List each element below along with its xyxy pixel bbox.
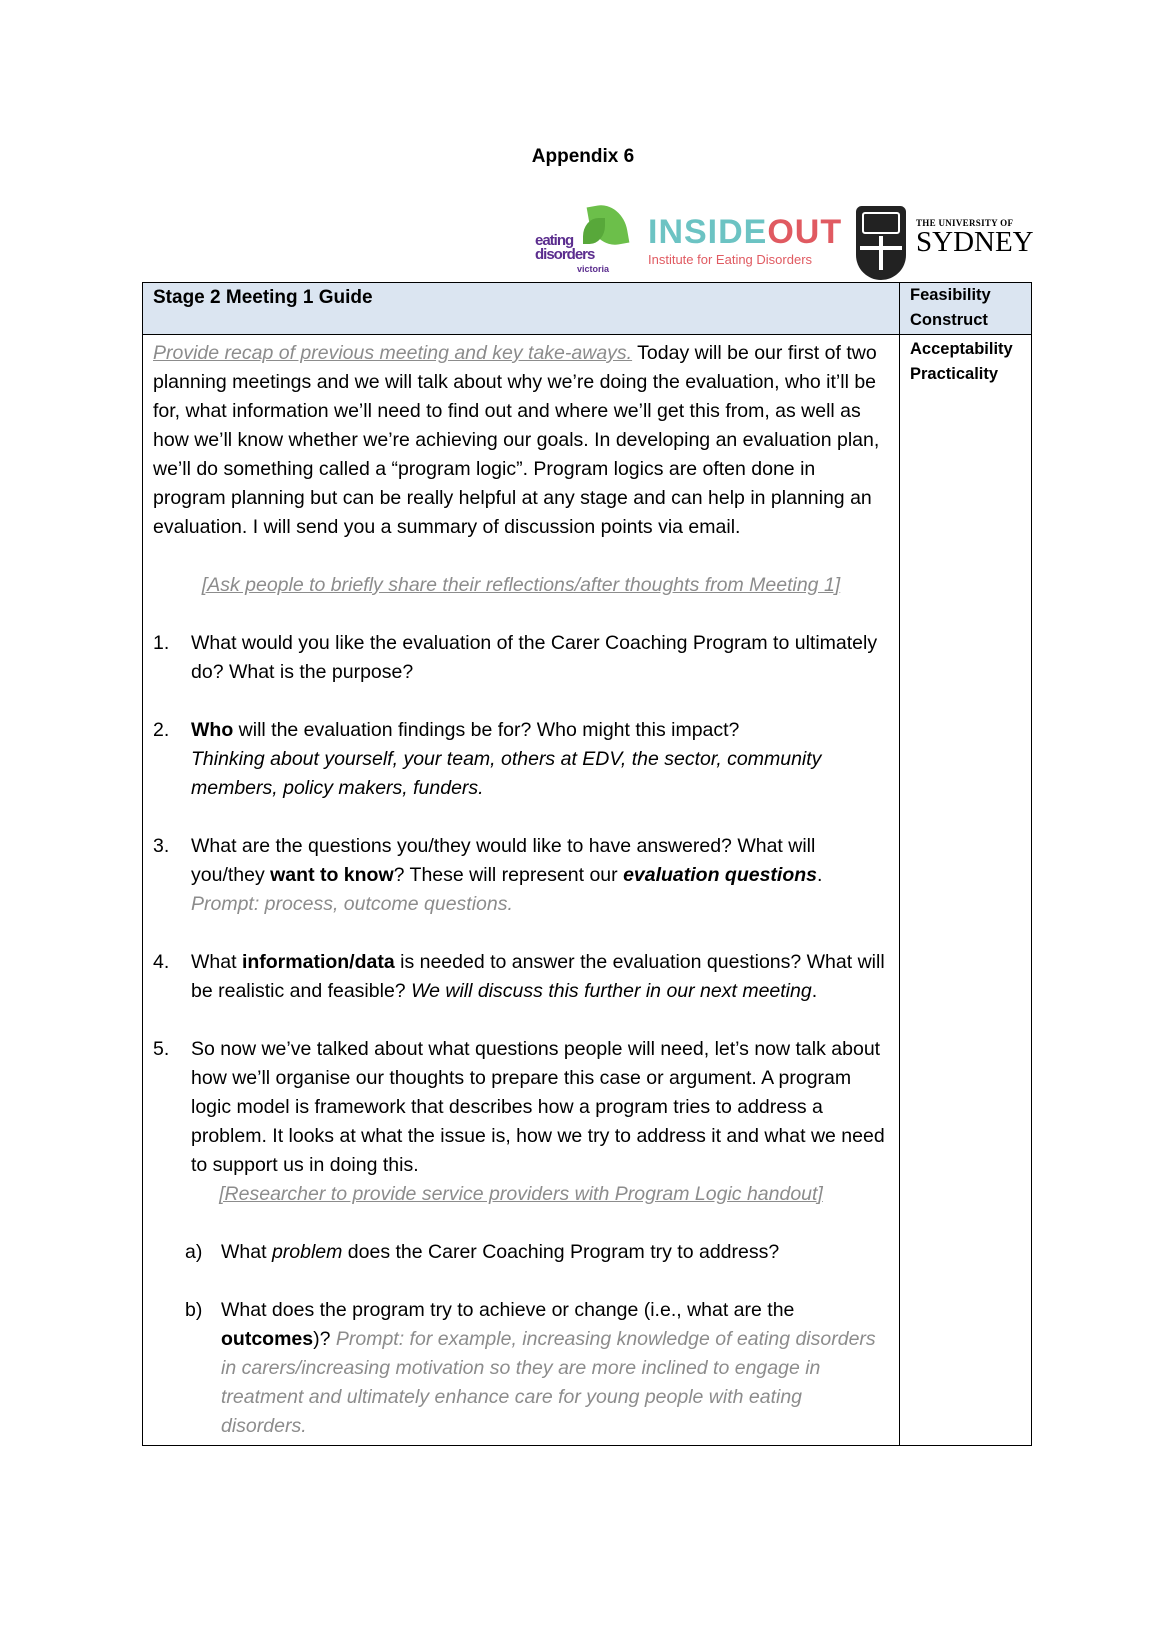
sub-question-b [153,1296,889,1441]
header-right-line1: Feasibility [910,286,991,304]
question-text: What would you like the evaluation of the Carer Coaching Program to ultimately do? What is the purpose? [191,632,878,683]
university-of-sydney-logo [916,218,1036,256]
guide-content [143,335,900,1446]
question-bold: information/data [241,951,395,973]
insideout-logo [648,214,848,274]
sub-question-text: What [221,1241,272,1263]
partner-logos [535,200,1035,280]
insideout-subtitle-highlight: Institute [648,252,694,267]
question-2 [153,716,889,803]
question-prompt: Prompt: process, outcome questions. [191,893,513,915]
question-5 [153,1035,889,1180]
question-text: So now we’ve talked about what questions people will need, let’s now talk about how we’ll organise our thoughts to prepare this case or argument. A program logic model is framework that describes how a program tries to address a problem. It looks at what the issue is, how we try to address it and what we need to support us in doing this. [191,1038,885,1176]
handout-instruction: [Researcher to provide service providers with Program Logic handout] [219,1183,823,1205]
table-header-row [143,283,1032,335]
question-text: ? These will represent our [393,864,624,886]
usyd-small: THE UNIVERSITY OF [916,218,1014,228]
eating-disorders-victoria-logo [535,204,625,280]
feasibility-construct-header [900,283,1032,335]
intro-paragraph [153,339,889,542]
question-1 [153,629,889,687]
construct-acceptability: Acceptability [910,340,1013,358]
meeting-guide-table [142,282,1032,1446]
appendix-title: Appendix 6 [531,146,635,167]
question-bold: Who [191,719,234,741]
question-number: 3. [153,835,170,857]
guide-title: Stage 2 Meeting 1 Guide [143,283,900,335]
edv-logo-line1: eating [535,232,574,249]
table-body-row [143,335,1032,1446]
ask-prompt: [Ask people to briefly share their reflections/after thoughts from Meeting 1] [201,574,841,596]
sub-question-text: does the Carer Coaching Program try to address? [342,1241,780,1263]
question-4 [153,948,889,1006]
sub-question-prompt: Prompt: for example, increasing knowledge of eating disorders in carers/increasing motivation so they are more inclined to engage in treatment and ultimately enhance care for young people with eating disorders. [221,1328,876,1437]
sub-question-text: What does the program try to achieve or change (i.e., what are the [221,1299,795,1321]
question-bold: want to know [270,864,394,886]
insideout-inside: INSIDE [648,213,768,251]
question-text: . [817,864,823,886]
edv-logo-line2: disorders [535,246,595,263]
intro-text: Today will be our first of two planning meetings and we will talk about why we’re doing the evaluation, who it’ll be for, what information we’ll need to find out and where we’ll get this from, as well as how we’ll know whether we’re achieving our goals. In developing an evaluation plan, we’ll do something called a “program logic”. Program logics are often done in program planning but can be really helpful at any stage and can help in planning an evaluation. I will send you a summary of discussion points via email. [153,342,880,538]
sub-question-bold: outcomes [221,1328,314,1350]
question-note: Thinking about yourself, your team, others at EDV, the sector, community members, policy makers, funders. [191,748,822,799]
sub-question-label: a) [185,1241,203,1263]
university-crest-icon [856,206,906,280]
sub-question-italic: problem [271,1241,343,1263]
question-number: 4. [153,951,170,973]
insideout-subtitle: for Eating Disorders [693,252,813,267]
question-italic: We will discuss this further in our next meeting [411,980,812,1002]
question-number: 1. [153,632,170,654]
sub-question-a [153,1238,889,1267]
sub-question-label: b) [185,1299,203,1321]
recap-instruction: Provide recap of previous meeting and key take-aways. [153,342,633,364]
question-text: What [191,951,242,973]
question-text: What are the questions you/they would like to have answered? What will you/they [191,835,816,886]
question-text: . [811,980,818,1002]
insideout-out: OUT [767,213,843,251]
question-bold-italic: evaluation questions [623,864,818,886]
header-right-line2: Construct [910,311,988,329]
question-3 [153,832,889,919]
question-text: will the evaluation findings be for? Who might this impact? [233,719,740,741]
edv-logo-line3: victoria [577,264,610,274]
feasibility-constructs [900,335,1032,1446]
construct-practicality: Practicality [910,365,999,383]
question-number: 5. [153,1038,170,1060]
usyd-big: SYDNEY [916,226,1034,258]
question-number: 2. [153,719,170,741]
sub-question-text: )? [313,1328,336,1350]
question-text: is needed to answer the evaluation questions? What will be realistic and feasible? [191,951,885,1002]
